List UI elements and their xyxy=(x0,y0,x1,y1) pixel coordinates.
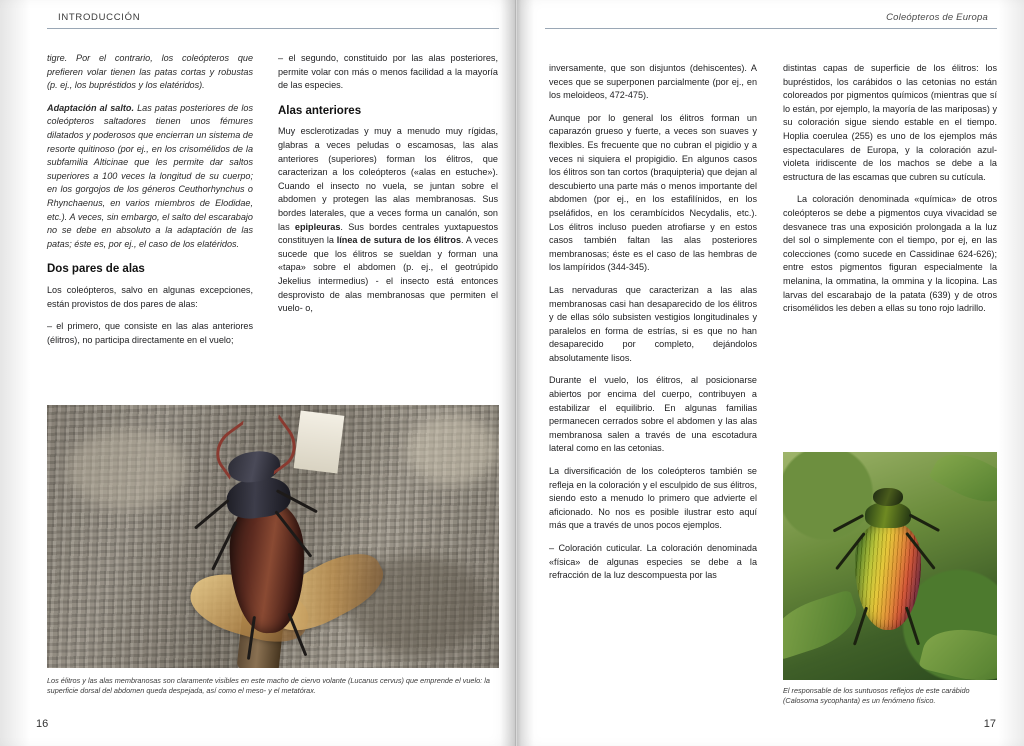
paragraph: – el primero, que consiste en las alas anteriores (élitros), no participa directamente en el vuelo; xyxy=(47,321,253,345)
running-head-right: Coleópteros de Europa xyxy=(886,12,988,23)
paragraph: Los coleópteros, salvo en algunas excepciones, están provistos de dos pares de alas: xyxy=(47,284,253,309)
paragraph-text: La coloración denominada «física» de algunas especies se debe a la refracción de la luz descompuesta por las xyxy=(549,543,758,581)
paragraph: La diversificación de los coleópteros también se refleja en la coloración y el esculpido de sus élitros, siendo esto a menudo lo primero que advierte el aficionado. No nos es posible ilustrar esto aquí más que a través de unos pocos ejemplos. xyxy=(549,466,757,531)
paragraph: distintas capas de superficie de los élitros: los bupréstidos, los carábidos o las cetonias no están coloreados por pigmentos químicos (mientras que sí lo están, por ejemplo, la mayoría de las mariposas) y su coloración sigue siendo estable en el tiempo. Hoplia coerulea (255) es uno de los ejemplos más espectaculares de Europa, y la coloración azul-violeta iridiscente de los machos se debe a la estructura de las escamas que cubren su cutícula. xyxy=(783,63,997,182)
paragraph: inversamente, que son disjuntos (dehiscentes). A veces que se superponen parcialmente (por ej., en los meloideos, 472-475). xyxy=(549,63,757,101)
left-column-one xyxy=(47,52,253,356)
keyword-epipleuras: epipleuras xyxy=(294,221,341,232)
carabid-beetle-photo xyxy=(783,452,997,680)
right-column-one xyxy=(549,62,757,592)
head xyxy=(873,488,903,506)
paragraph: tigre. Por el contrario, los coleópteros que prefieren volar tienen las patas cortas y robustas (p. ej., los bupréstidos y los elatéridos). xyxy=(47,53,253,91)
paragraph: Durante el vuelo, los élitros, al posicionarse abiertos por encima del cuerpo, contribuyen a estabilizar el equilibrio. En algunas familias permanecen cerrados sobre el abdomen y las alas membranosa salen a través de una escotadura lateral como en las cetonias. xyxy=(549,375,757,454)
paragraph: Las nervaduras que caracterizan a las alas membranosas casi han desaparecido de los élitros y de ellas sólo subsisten vestigios longitudinales y paralelos en forma de estrías, si es que no han desaparecido por completo, dejándolos absolutamente lisos. xyxy=(549,284,757,363)
folio-right: 17 xyxy=(983,718,996,730)
left-column-two xyxy=(278,52,498,325)
section-heading-forewings: Alas anteriores xyxy=(278,104,362,117)
paragraph-text: Muy esclerotizadas y muy a menudo muy rígidas, glabras a veces peludas o escamosas, las alas anteriores (superiores) forman los élitros, que caracterizan a los coleópteros («alas en estuche»). Cuando el insecto no vuela, se juntan sobre el abdomen y protegen las alas membranosas. Sus bordes laterales, que a veces forma un canalón, son las xyxy=(278,126,498,232)
figure-caption-right: El responsable de los suntuosos reflejos de este carábido (Calosoma sycophanta) es un fenómeno físico. xyxy=(783,686,970,705)
bark-highlight xyxy=(407,415,497,485)
paragraph: – el segundo, constituido por las alas posteriores, permite volar con más o menos facilidad a la mayoría de las especies. xyxy=(278,53,498,91)
figure-caption-left: Los élitros y las alas membranosas son claramente visibles en este macho de ciervo volante (Lucanus cervus) que emprende el vuelo: la superficie dorsal del abdomen queda despejada, así como el meso- y el metatórax. xyxy=(47,676,490,695)
paragraph-text: . A veces sucede que los élitros se sueldan y forman una «tapa» sobre el abdomen (p. ej., el geotrúpido Jekelius intermedius) - el insecto está entonces desprovisto de alas membranosas que permiten el vuelo- o, xyxy=(278,235,498,314)
running-head-left: INTRODUCCIÓN xyxy=(58,12,141,23)
folio-left: 16 xyxy=(36,718,49,730)
right-column-two xyxy=(783,62,997,325)
stag-beetle-photo xyxy=(47,405,499,668)
paragraph: La coloración denominada «química» de otros coleópteros se debe a pigmentos cuya vivacidad se desvanece tras una exposición prolongada a la luz del sol o simplemente con el tiempo, por ej, en las colecciones (como sucede en Cassidinae 624-626); entre estos pigmentos figuran especialmente la melanina, la ommatina, la ommina y la licopina. Las larvas del escarabajo de la patata (639) y de otros crisomélidos les deben a ellas su tono rojo ladrillo. xyxy=(783,194,997,314)
paragraph xyxy=(278,125,498,315)
carabid-beetle xyxy=(845,488,931,638)
paragraph xyxy=(47,102,253,252)
paragraph-lead-in: – Coloración cuticular. xyxy=(549,543,643,553)
header-rule-left xyxy=(47,28,499,29)
section-heading-two-pairs-of-wings: Dos pares de alas xyxy=(47,263,145,276)
leg xyxy=(194,499,230,530)
header-rule-right xyxy=(545,28,997,29)
paragraph-text: . Sus bordes centrales yuxtapuestos constituyen la xyxy=(278,221,498,246)
stag-beetle xyxy=(159,410,400,668)
paragraph: Aunque por lo general los élitros forman un caparazón grueso y fuerte, a veces son suaves y flexibles. Es frecuente que no cubran el pigidio y a veces ni siquiera el propigidio. En algunos casos los élitros son tan cortos (braquipteria) que dejan al descubierto una parte más o menos importante del abdomen (por ej., en los estafilínidos, en los pseláfidos, en los cerambícidos Necydalis, etc.). Los élitros incluso pueden atrofiarse y en estos casos también faltan las alas posteriores membranosas; éste es el caso de las hembras de los lampíridos (344-345). xyxy=(549,112,757,273)
paragraph-text: Las patas posteriores de los coleópteros saltadores tienen unos fémures dilatados y poderosos que encierran un sistema de resorte quitinoso (por ej., en los crisomélidos de la subfamilia Alticinae que les permite dar saltos superiores a 100 veces la longitud de su cuerpo; en los gorgojos de los géneros Ceuthorhynchus o Rhynchaenus, en varios miembros de Elodidae, etc.). A veces, sin embargo, el salto del escarabajo no se debe en absoluto a la adaptación de las patas; éste es, por ej., el caso de los elatéridos. xyxy=(47,102,253,249)
keyword-sutura: línea de sutura de los élitros xyxy=(336,235,462,246)
paragraph xyxy=(549,542,757,583)
paragraph-lead-in: Adaptación al salto. xyxy=(47,102,134,113)
